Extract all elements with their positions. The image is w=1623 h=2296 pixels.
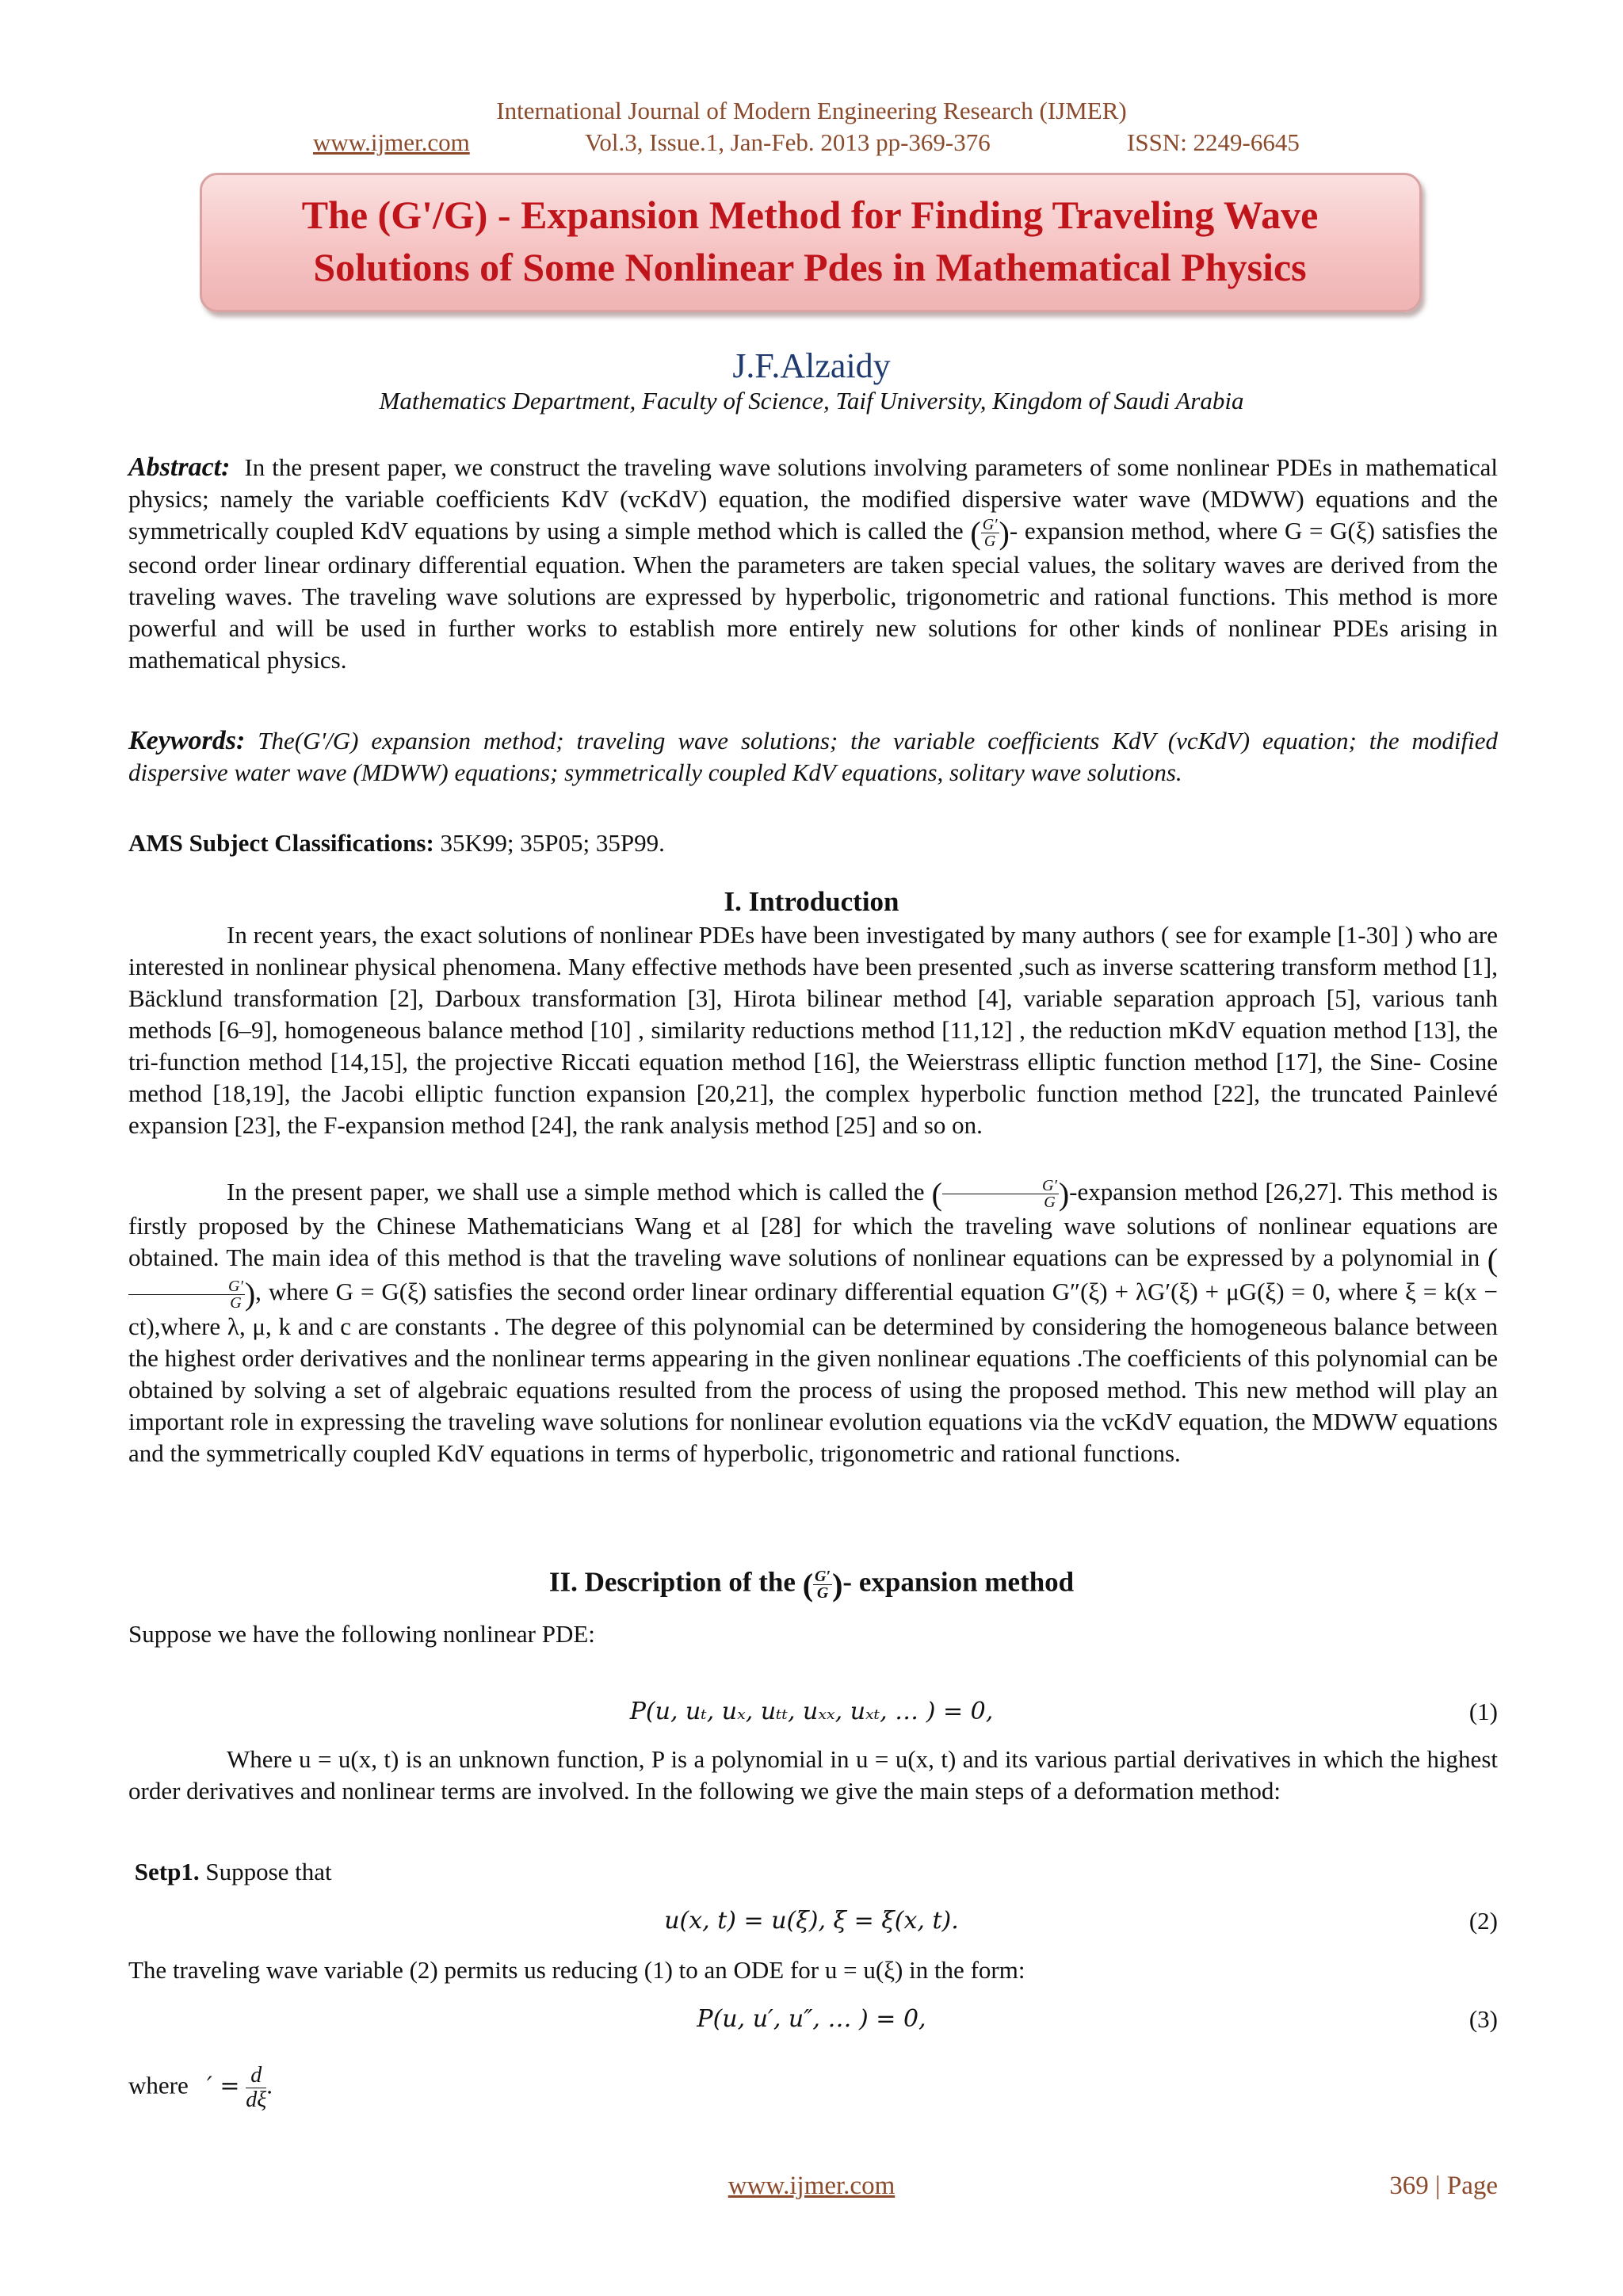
- section-heading-description: II. Description of the ( $\frac{G'}{G}$ )- expansion method: [548, 1566, 1075, 1603]
- title-line-2: Solutions of Some Nonlinear Pdes in Mathematical Physics: [313, 245, 1307, 289]
- equation-1-number: (1): [1468, 1698, 1498, 1725]
- keywords-text: The(G'/G) expansion method; traveling wave solutions; the variable coefficients KdV (vcKdV) equation; the modified dispersive water wave (MDWW) equations; symmetrically coupled KdV equations, solitary wave solutions.: [128, 727, 1498, 786]
- author: J.F.Alzaidy: [732, 346, 891, 385]
- journal-site-text[interactable]: www.ijmer.com: [313, 128, 470, 156]
- affiliation: Mathematics Department, Faculty of Science, Taif University, Kingdom of Saudi Arabia: [379, 387, 1244, 415]
- journal-site-link[interactable]: [313, 128, 470, 157]
- equation-2-number: (2): [1468, 1907, 1498, 1935]
- keywords: [128, 725, 1498, 789]
- nonlinear-pde-intro: Suppose we have the following nonlinear PDE:: [128, 1620, 595, 1648]
- intro-paragraph-1: In recent years, the exact solutions of nonlinear PDEs have been investigated by many authors ( see for example [1-30] ) who are interested in nonlinear physical phenomena. Many effective methods have been presented ,such as inverse scattering transform method [1], Bäcklund transformation [2], Darboux transformation [3], Hirota bilinear method [4], variable separation approach [5], various tanh methods [6–9], homogeneous balance method [10] , similarity reductions method [11,12] , the reduction mKdV equation method [13], the tri-function method [14,15], the projective Riccati equation method [16], the Weierstrass elliptic function method [17], the Sine- Cosine method [18,19], the Jacobi elliptic function expansion [20,21], the complex hyperbolic function method [22], the truncated Painlevé expansion [23], the F-expansion method [24], the rank analysis method [25] and so on.: [128, 921, 1498, 1139]
- ams-classifications: [128, 827, 1498, 859]
- paper-title: [200, 189, 1420, 293]
- abstract-label: Abstract:: [128, 453, 231, 482]
- abstract-text-2: expansion method, where G = G(ξ) satisfies the second order linear ordinary differential equation. When the parameters are taken special values, the solitary waves are derived from the traveling waves. The traveling wave solutions are expressed by hyperbolic, trigonometric and rational functions. This method is more powerful and will be used in further works to establish more entirely new solutions for other kinds of nonlinear PDEs arising in mathematical physics.: [128, 517, 1499, 674]
- step-1: [128, 1856, 1498, 1888]
- page-number: 369 | Page: [1389, 2172, 1498, 2200]
- ams-label: AMS Subject Classifications:: [128, 829, 434, 857]
- step-1-text: Suppose that: [205, 1858, 332, 1885]
- where-paragraph: Where u = u(x, t) is an unknown function, P is a polynomial in u = u(x, t) and its various partial derivatives in which the highest order derivatives and nonlinear terms are involved. In the following we give the main steps of a deformation method:: [128, 1745, 1498, 1805]
- abstract-text-1: In the present paper, we construct the traveling wave solutions involving parameters of some nonlinear PDEs in mathematical physics; namely the variable coefficients KdV (vcKdV) equation, the modified dispersive water wave (MDWW) equations and the symmetrically coupled KdV equations by using a simple method which is called the: [128, 453, 1499, 544]
- footer-site-link[interactable]: www.ijmer.com: [727, 2172, 896, 2200]
- reduction-sentence: The traveling wave variable (2) permits us reducing (1) to an ODE for u = u(ξ) in the form:: [128, 1956, 1025, 1984]
- g-prime-over-g-fraction: $\frac{G'}{G}$: [942, 1178, 1059, 1210]
- g-prime-over-g-fraction: $\frac{G'}{G}$: [982, 516, 998, 551]
- journal-name: International Journal of Modern Engineering Research (IJMER): [496, 97, 1127, 124]
- prime-definition: where ′ = $\frac{d}{d\xi}$ .: [128, 2063, 273, 2112]
- keywords-label: Keywords:: [128, 726, 246, 755]
- section-heading-introduction: I. Introduction: [724, 886, 899, 917]
- volume-info: Vol.3, Issue.1, Jan-Feb. 2013 pp-369-376: [585, 128, 991, 156]
- title-line-1: The (G'/G) - Expansion Method for Finding Traveling Wave: [301, 193, 1319, 237]
- g-prime-over-g-fraction: $\frac{G'}{G}$: [128, 1278, 245, 1311]
- g-prime-over-g-fraction: $\frac{G'}{G}$: [815, 1568, 831, 1602]
- ams-text: 35K99; 35P05; 35P99.: [440, 829, 665, 857]
- issn: ISSN: 2249-6645: [1127, 128, 1300, 156]
- equation-3: P(u, u′, u″, … ) = 0,: [697, 2005, 926, 2033]
- d-over-dxi-fraction: $\frac{d}{d\xi}$: [246, 2063, 267, 2112]
- equation-1: P(u, uₜ, uₓ, uₜₜ, uₓₓ, uₓₜ, … ) = 0,: [629, 1698, 994, 1725]
- equation-3-number: (3): [1468, 2005, 1498, 2033]
- intro-paragraph-2: In the present paper, we shall use a simple method which is called the ( $\frac{G'}{G}$ )-expansion method [26,27]. This method is firstly proposed by the Chinese Mathematicians Wang et al [28] for which the traveling wave solutions of nonlinear equations are obtained. The main idea of this method is that the traveling wave solutions of nonlinear equations can be expressed by a polynomial in ( $\frac{G'}{G}$ ), where G = G(ξ) satisfies the second order linear ordinary differential equation G″(ξ) + λG′(ξ) + μG(ξ) = 0, where ξ = k(x − ct),where λ, μ, k and c are constants . The degree of this polynomial can be determined by considering the homogeneous balance between the highest order derivatives and the nonlinear terms appearing in the given nonlinear equations .The coefficients of this polynomial can be obtained by solving a set of algebraic equations resulted from the process of using the proposed method. This new method will play an important role in expressing the traveling wave solutions for nonlinear evolution equations via the vcKdV equation, the MDWW equations and the symmetrically coupled KdV equations in terms of hyperbolic, trigonometric and rational functions.: [128, 1175, 1499, 1467]
- abstract: Abstract: In the present paper, we construct the traveling wave solutions involving parameters of some nonlinear PDEs in mathematical physics; namely the variable coefficients KdV (vcKdV) equation, the modified dispersive water wave (MDWW) equations and the symmetrically coupled KdV equations by using a simple method which is called the ( $\frac{G'}{G}$ )- expansion method, where G = G(ξ) satisfies the second order linear ordinary differential equation. When the parameters are taken special values, the solitary waves are derived from the traveling waves. The traveling wave solutions are expressed by hyperbolic, trigonometric and rational functions. This method is more powerful and will be used in further works to establish more entirely new solutions for other kinds of nonlinear PDEs arising in mathematical physics.: [128, 453, 1499, 674]
- step-1-label: Setp1.: [134, 1858, 200, 1885]
- equation-2: u(x, t) = u(ξ), ξ = ξ(x, t).: [664, 1907, 959, 1935]
